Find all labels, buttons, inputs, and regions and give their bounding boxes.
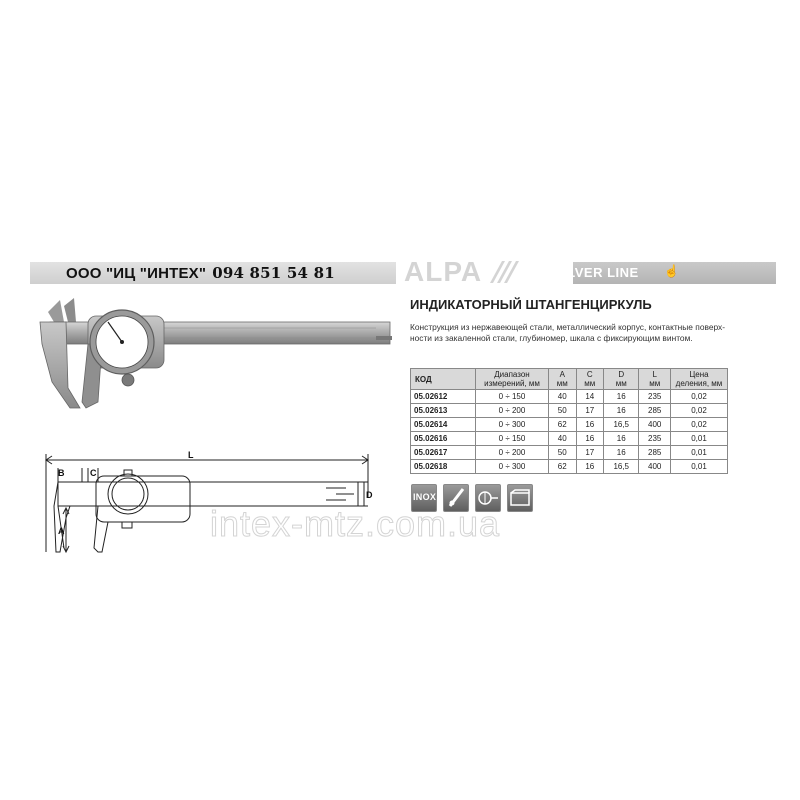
header-division: Цена деления, мм — [671, 369, 728, 390]
brand-stripes-icon — [488, 259, 522, 285]
description-line: Конструкция из нержавеющей стали, металлический корпус, контактные поверх- — [410, 322, 726, 332]
header-d: D мм — [604, 369, 639, 390]
label-l: L — [188, 450, 194, 460]
spec-table — [410, 368, 728, 474]
header-code: КОД — [411, 369, 476, 390]
caliper-photo — [36, 292, 396, 412]
description-line: ности из закаленной стали, глубиномер, шкала с фиксирующим винтом. — [410, 333, 693, 343]
brand-text: ALPA — [404, 256, 482, 287]
table-row: 05.02618 0 ÷ 300 62 16 16,5 400 0,01 — [411, 460, 728, 474]
table-row: 05.02616 0 ÷ 150 40 16 16 235 0,01 — [411, 432, 728, 446]
label-b: B — [58, 468, 65, 478]
header-l: L мм — [639, 369, 671, 390]
company-name — [66, 262, 335, 284]
label-a: A — [58, 526, 65, 536]
inox-icon: INOX — [411, 484, 437, 512]
phone-number: 094 851 54 81 — [212, 264, 335, 282]
table-row: 05.02613 0 ÷ 200 50 17 16 285 0,02 — [411, 404, 728, 418]
product-description — [410, 322, 775, 344]
brand-logo — [404, 255, 524, 289]
header-range: Диапазон измерений, мм — [476, 369, 549, 390]
watermark: intex-mtz.com.ua — [210, 503, 501, 544]
table-row: 05.02617 0 ÷ 200 50 17 16 285 0,01 — [411, 446, 728, 460]
header-a: A мм — [549, 369, 577, 390]
company-label: ООО "ИЦ "ИНТЕХ" — [66, 265, 207, 282]
case-icon — [507, 484, 533, 512]
header-c: C мм — [576, 369, 604, 390]
product-title: ИНДИКАТОРНЫЙ ШТАНГЕНЦИРКУЛЬ — [410, 297, 652, 312]
label-c: C — [90, 468, 97, 478]
hand-icon: ☝ — [664, 264, 679, 278]
label-d: D — [366, 490, 373, 500]
series-label: SILVER LINE — [554, 265, 639, 280]
table-row: 05.02614 0 ÷ 300 62 16 16,5 400 0,02 — [411, 418, 728, 432]
table-row: 05.02612 0 ÷ 150 40 14 16 235 0,02 — [411, 390, 728, 404]
table-header-row — [411, 369, 728, 390]
